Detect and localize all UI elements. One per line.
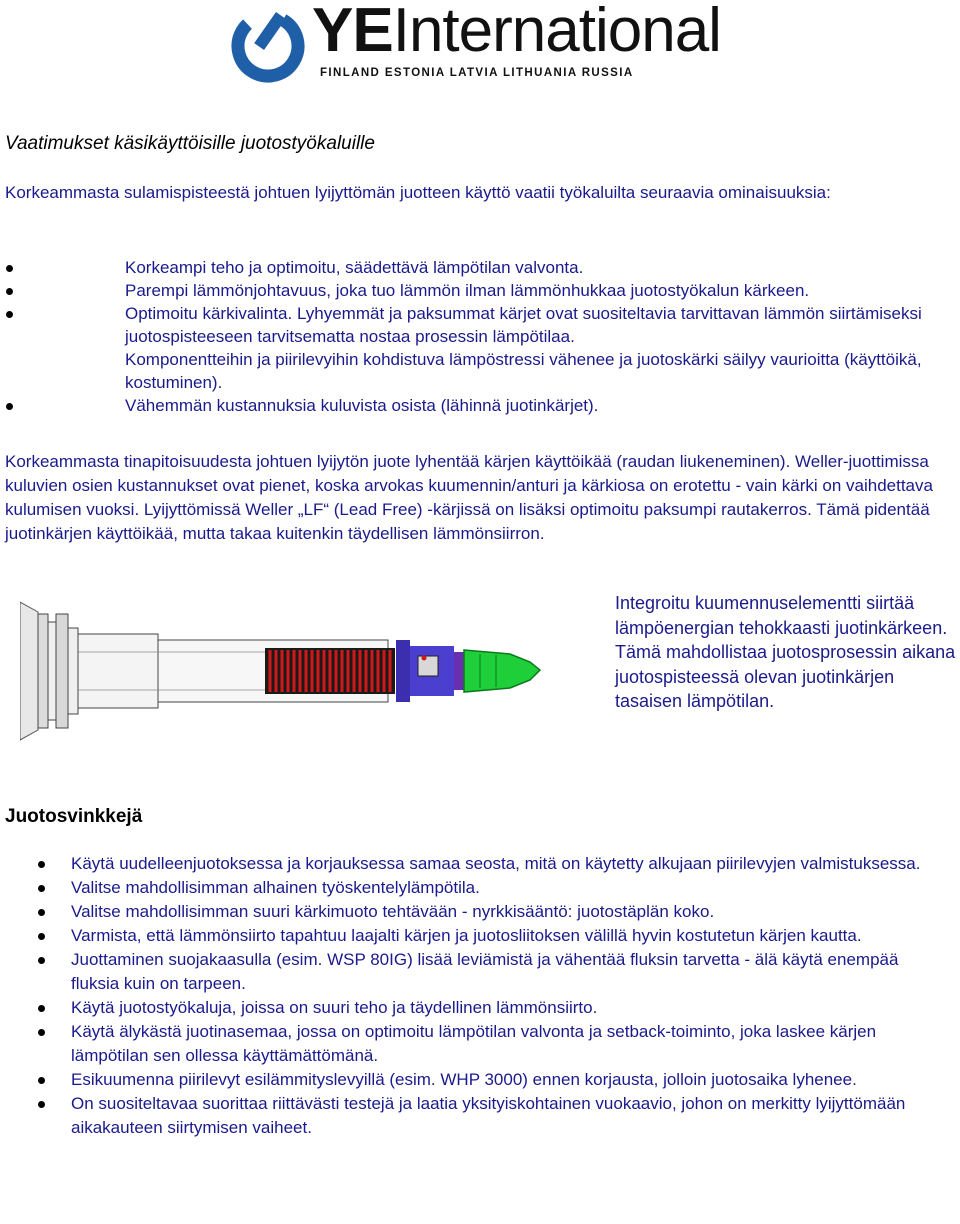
list-item-text: Käytä älykästä juotinasemaa, jossa on optimoitu lämpötilan valvonta ja setback-toiminto, joka laskee kärjen lämpötilan sen ollessa käyttämättömänä. [71, 1022, 877, 1065]
list-item-text: Korkeampi teho ja optimoitu, säädettävä lämpötilan valvonta. [125, 258, 584, 277]
list-item [0, 256, 950, 279]
list-item-text: Komponentteihin ja piirilevyihin kohdistuva lämpöstressi vähenee ja juotoskärki säilyy vaurioitta (käyttöikä, kostuminen). [125, 350, 922, 392]
section-title-soldering-tips: Juotosvinkkejä [5, 806, 143, 827]
logo-wordmark: YEInternational [312, 0, 721, 65]
list-item-text: Optimoitu kärkivalinta. Lyhyemmät ja paksummat kärjet ovat suositeltavia tarvittavan lämmön siirtämiseksi juotospisteeseen tarvitsematta nostaa prosessin lämpötilaa. [125, 304, 922, 346]
list-item [0, 394, 950, 417]
bullet-icon [6, 265, 13, 272]
logo-mark-icon [228, 4, 310, 84]
list-item-text: Esikuumenna piirilevyt esilämmityslevyillä (esim. WHP 3000) ennen korjausta, jolloin juotosaika lyhenee. [71, 1070, 857, 1089]
list-item-text: Juottaminen suojakaasulla (esim. WSP 80IG) lisää leviämistä ja vähentää fluksin tarvetta - älä käytä enempää fluksia kuin on tarpeen. [71, 950, 899, 993]
list-item-text: Valitse mahdollisimman suuri kärkimuoto tehtävään - nyrkkisääntö: juotostäplän koko. [71, 902, 715, 921]
list-item [0, 900, 950, 924]
list-item [0, 1092, 950, 1140]
bullet-icon [6, 311, 13, 318]
bullet-icon [38, 1077, 45, 1084]
list-item-text: Vähemmän kustannuksia kuluvista osista (lähinnä juotinkärjet). [125, 396, 599, 415]
list-item [0, 876, 950, 900]
bullet-icon [38, 957, 45, 964]
bullet-icon [38, 933, 45, 940]
list-item [0, 302, 950, 348]
bullet-icon [6, 403, 13, 410]
logo-countries: FINLAND ESTONIA LATVIA LITHUANIA RUSSIA [320, 67, 634, 79]
list-item [0, 1020, 950, 1068]
bullet-icon [38, 1101, 45, 1108]
soldering-tips-list [0, 852, 950, 1140]
body-paragraph: Korkeammasta tinapitoisuudesta johtuen lyijytön juote lyhentää kärjen käyttöikää (raudan liukeneminen). Weller-juottimissa kuluvien osien kustannukset ovat pienet, koska arvokas kuumennin/anturi ja kärkiosa on erotettu - vain kärki on vaihdettava kulumisen vuoksi. Lyijyttömissä Weller „LF“ (Lead Free) -kärjissä on lisäksi optimoitu paksumpi rautakerros. Tämä pidentää juotinkärjen käyttöikää, mutta takaa kuitenkin täydellisen lämmönsiirron. [5, 452, 933, 543]
list-item [0, 948, 950, 996]
list-item [0, 279, 950, 302]
bullet-icon [38, 885, 45, 892]
soldering-tip-cross-section-image [20, 600, 544, 742]
list-item [0, 996, 950, 1020]
intro-paragraph: Korkeammasta sulamispisteestä johtuen lyijyttömän juotteen käyttö vaatii työkaluilta seuraavia ominaisuuksia: [5, 183, 831, 202]
figure-caption: Integroitu kuumennuselementti siirtää lämpöenergian tehokkaasti juotinkärkeen. Tämä mahdollistaa juotosprosessin aikana juotospisteessä olevan juotinkärjen tasaisen lämpötilan. [615, 593, 956, 711]
bullet-icon [38, 1029, 45, 1036]
list-item-text: Varmista, että lämmönsiirto tapahtuu laajalti kärjen ja juotosliitoksen välillä hyvin kostutetun kärjen kautta. [71, 926, 862, 945]
company-logo [228, 0, 728, 84]
list-item-text: Parempi lämmönjohtavuus, joka tuo lämmön ilman lämmönhukkaa juotostyökalun kärkeen. [125, 281, 810, 300]
list-item-text: Käytä juotostyökaluja, joissa on suuri teho ja täydellinen lämmönsiirto. [71, 998, 598, 1017]
list-item-text: Valitse mahdollisimman alhainen työskentelylämpötila. [71, 878, 480, 897]
section-title-requirements: Vaatimukset käsikäyttöisille juotostyökaluille [5, 133, 375, 154]
list-item [0, 924, 950, 948]
list-item-text: Käytä uudelleenjuotoksessa ja korjauksessa samaa seosta, mitä on käytetty alkujaan piirilevyjen valmistuksessa. [71, 854, 921, 873]
bullet-icon [38, 1005, 45, 1012]
bullet-icon [38, 861, 45, 868]
list-item [0, 1068, 950, 1092]
requirements-list [0, 256, 950, 417]
list-item [0, 348, 950, 394]
list-item [0, 852, 950, 876]
bullet-icon [6, 288, 13, 295]
bullet-icon [38, 909, 45, 916]
list-item-text: On suositeltavaa suorittaa riittävästi testejä ja laatia yksityiskohtainen vuokaavio, johon on merkitty lyijyttömään aikakauteen siirtymisen vaiheet. [71, 1094, 906, 1137]
